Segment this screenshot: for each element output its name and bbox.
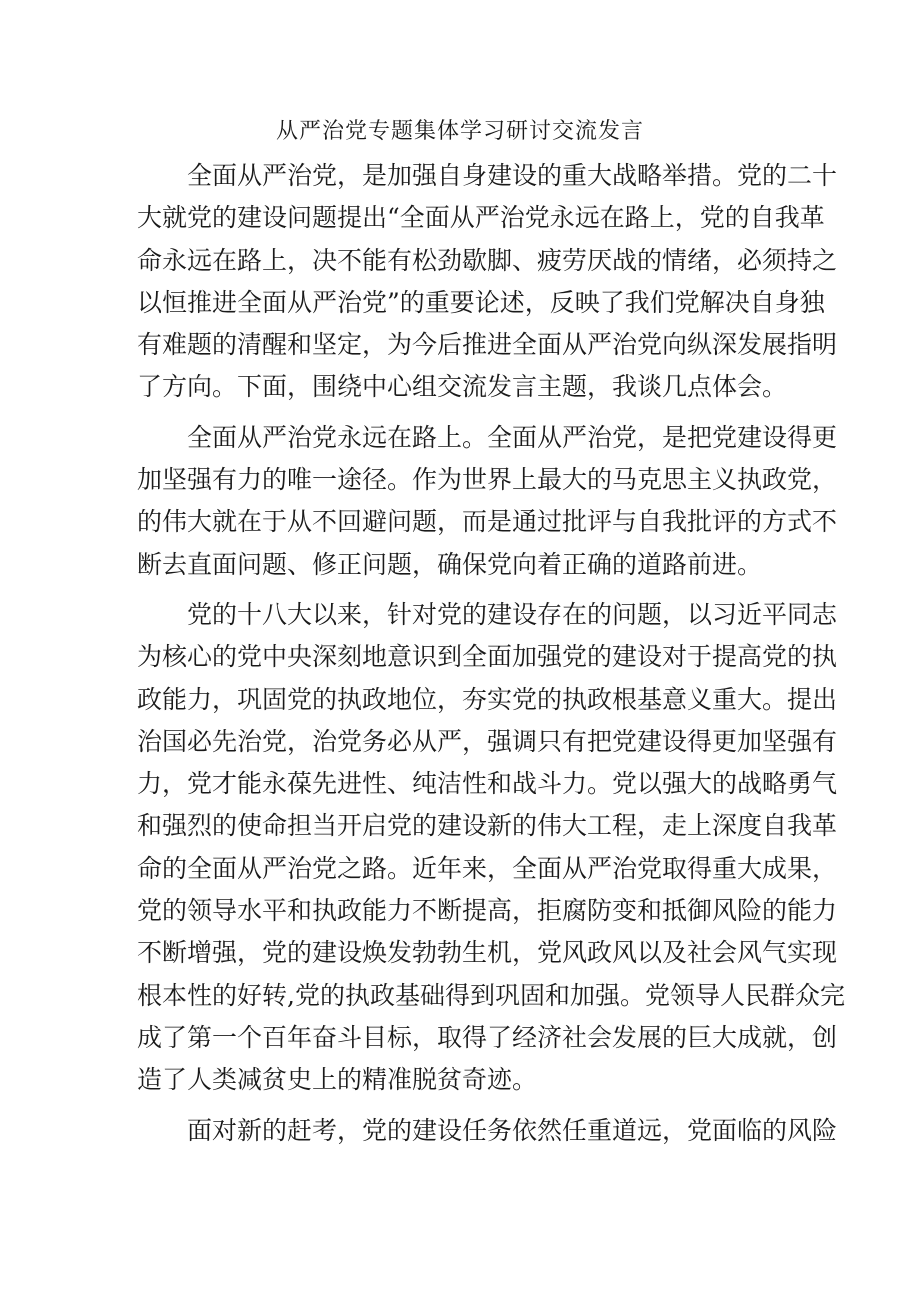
document-body (137, 155, 845, 1152)
text-line: 治国必先治党，治党务必从严，强调只有把党建设得更加坚强有 (137, 726, 838, 756)
text-line: 党的领导水平和执政能力不断提高，拒腐防变和抵御风险的能力 (137, 896, 838, 926)
text-line: 全面从严治党永远在路上。全面从严治党，是把党建设得更 (187, 422, 838, 452)
text-line: 和强烈的使命担当开启党的建设新的伟大工程，走上深度自我革 (137, 811, 838, 841)
document-title: 从严治党专题集体学习研讨交流发言 (275, 119, 644, 144)
paragraph-always-on-road (137, 417, 838, 586)
text-line: 造了人类减贫史上的精准脱贫奇迹。 (137, 1065, 538, 1095)
text-line: 政能力，巩固党的执政地位，夯实党的执政根基意义重大。提出 (137, 684, 838, 714)
text-line: 全面从严治党，是加强自身建设的重大战略举措。党的二十 (187, 161, 838, 190)
text-line: 为核心的党中央深刻地意识到全面加强党的建设对于提高党的执 (137, 642, 838, 672)
text-line: 不断增强，党的建设焕发勃勃生机，党风政风以及社会风气实现 (137, 938, 838, 968)
text-line: 大就党的建设问题提出“全面从严治党永远在路上，党的自我革 (137, 203, 825, 233)
text-line: 力，党才能永葆先进性、纯洁性和战斗力。党以强大的战略勇气 (137, 769, 838, 799)
text-line: 了方向。下面，围绕中心组交流发言主题，我谈几点体会。 (137, 372, 788, 402)
text-line: 根本性的好转,党的执政基础得到巩固和加强。党领导人民群众完 (137, 980, 845, 1010)
text-line: 断去直面问题、修正问题，确保党向着正确的道路前进。 (137, 549, 763, 579)
text-line: 党的十八大以来，针对党的建设存在的问题，以习近平同志 (187, 599, 838, 629)
text-line: 有难题的清醒和坚定，为今后推进全面从严治党向纵深发展指明 (137, 330, 838, 360)
text-line: 以恒推进全面从严治党”的重要论述，反映了我们党解决自身独 (137, 287, 825, 317)
paragraph-intro (137, 155, 838, 409)
text-line: 加坚强有力的唯一途径。作为世界上最大的马克思主义执政党， (137, 465, 838, 495)
text-line: 面对新的赶考，党的建设任务依然任重道远，党面临的风险 (187, 1115, 838, 1145)
text-line: 命的全面从严治党之路。近年来，全面从严治党取得重大成果， (137, 853, 838, 883)
text-line: 成了第一个百年奋斗目标，取得了经济社会发展的巨大成就，创 (137, 1022, 838, 1052)
paragraph-new-exam (137, 1110, 838, 1152)
text-line: 命永远在路上，决不能有松劲歇脚、疲劳厌战的情绪，必须持之 (137, 245, 838, 275)
paragraph-since-18th-congress (137, 594, 845, 1102)
text-line: 的伟大就在于从不回避问题，而是通过批评与自我批评的方式不 (137, 507, 838, 537)
